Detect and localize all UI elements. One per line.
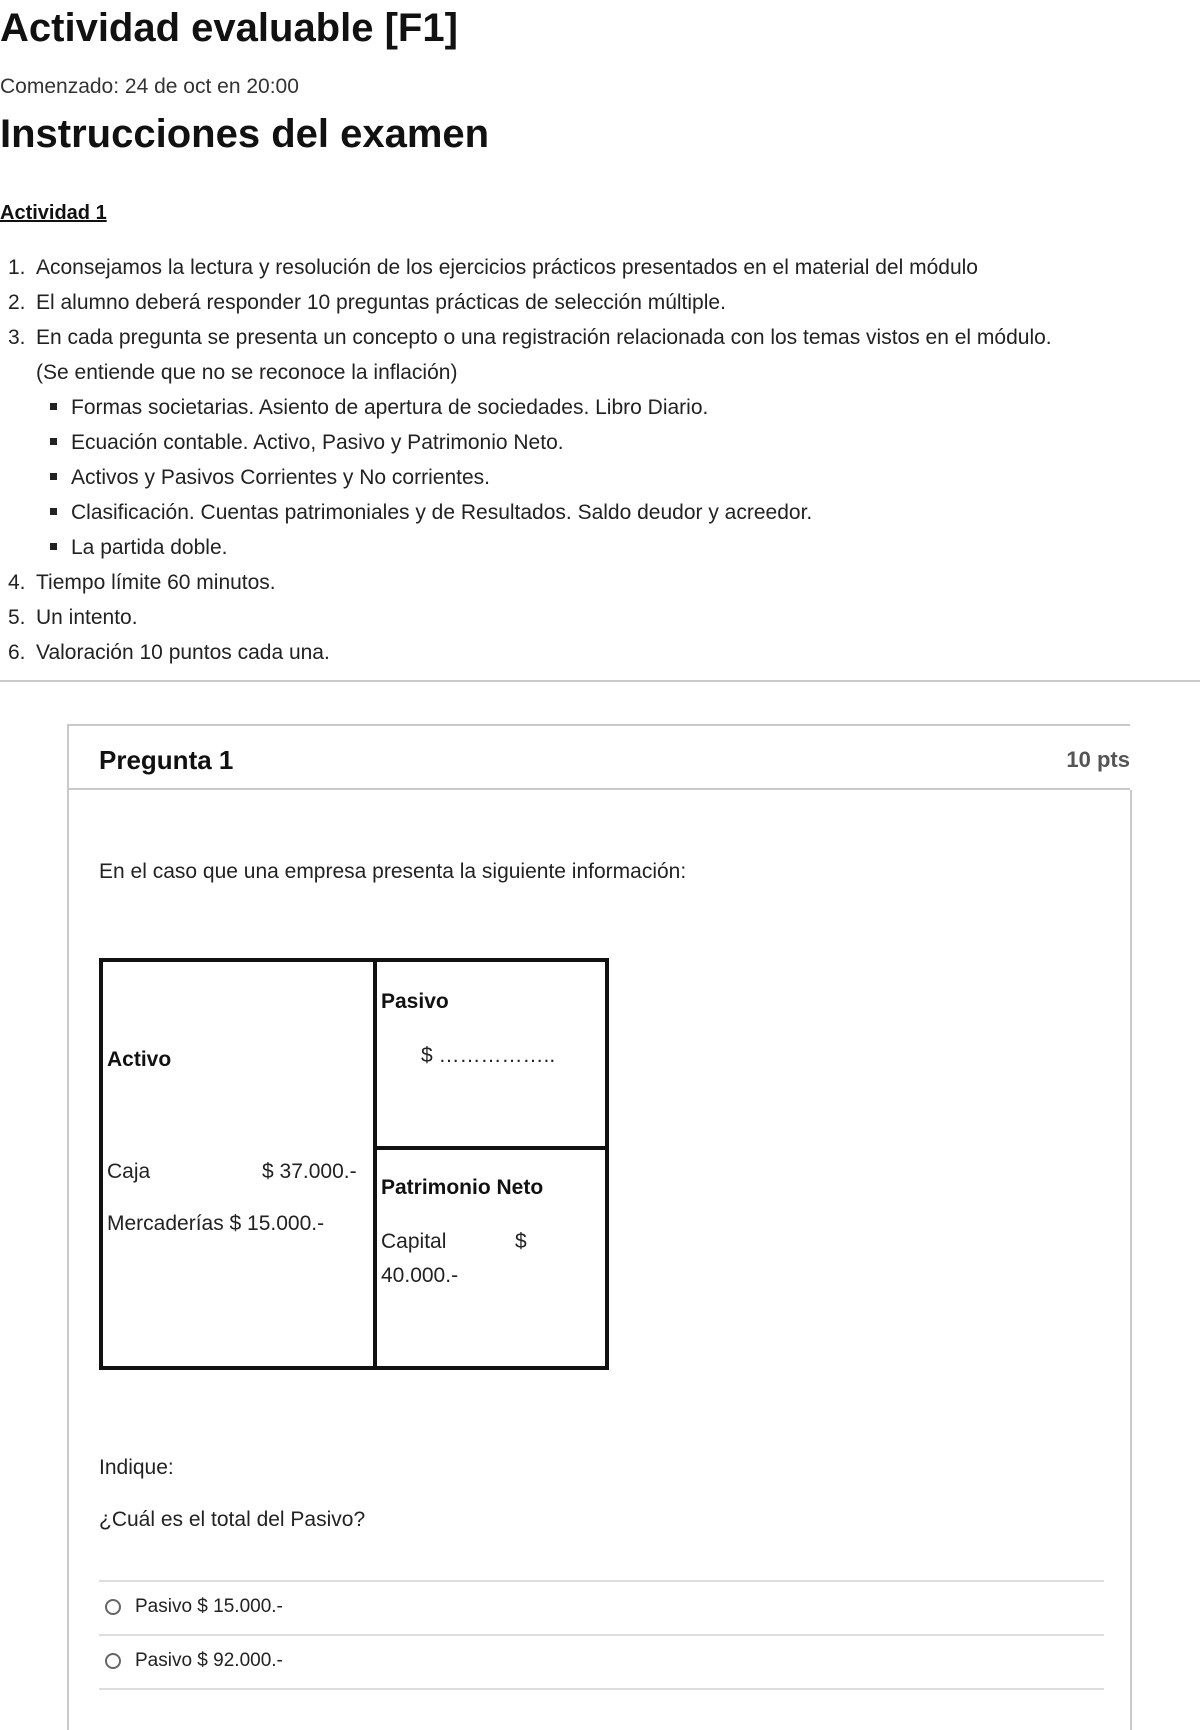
bullet-icon (50, 473, 57, 480)
pasivo-value: $ …………….. (421, 1044, 556, 1067)
page-title: Actividad evaluable [F1] (0, 6, 458, 50)
instruction-number: 2. (8, 291, 26, 314)
activo-column (103, 962, 377, 1366)
topic-text: Clasificación. Cuentas patrimoniales y de Resultados. Saldo deudor y acreedor. (71, 501, 813, 524)
answer-option-1[interactable] (99, 1580, 1104, 1634)
activo-heading: Activo (107, 1048, 172, 1071)
question-points: 10 pts (1066, 747, 1130, 772)
radio-button-icon[interactable] (105, 1599, 121, 1615)
topic-item (8, 530, 1198, 565)
patrimonio-neto-cell (377, 1150, 605, 1366)
instructions-title: Instrucciones del examen (0, 112, 490, 156)
topic-text: Formas societarias. Asiento de apertura de sociedades. Libro Diario. (71, 396, 709, 419)
instruction-text: El alumno deberá responder 10 preguntas prácticas de selección múltiple. (36, 291, 726, 314)
instruction-text: Valoración 10 puntos cada una. (36, 641, 330, 664)
instruction-number: 3. (8, 326, 26, 349)
radio-button-icon[interactable] (105, 1653, 121, 1669)
instruction-text: Aconsejamos la lectura y resolución de los ejercicios prácticos presentados en el material del módulo (36, 256, 978, 279)
instruction-text: En cada pregunta se presenta un concepto o una registración relacionada con los temas vistos en el módulo. (36, 326, 1052, 349)
instruction-number: 6. (8, 641, 26, 664)
pasivo-cell (377, 962, 605, 1150)
topic-text: Activos y Pasivos Corrientes y No corrientes. (71, 466, 490, 489)
capital-value: 40.000.- (381, 1264, 459, 1287)
question-title: Pregunta 1 (99, 745, 234, 775)
activity-label: Actividad 1 (0, 202, 107, 224)
patrimonio-neto-heading: Patrimonio Neto (381, 1176, 544, 1199)
instruction-item-5 (8, 600, 1198, 635)
pasivo-heading: Pasivo (381, 990, 449, 1013)
answer-label[interactable]: Pasivo $ 15.000.- (135, 1596, 283, 1617)
instruction-number: 4. (8, 571, 26, 594)
instruction-item-3-continuation: (Se entiende que no se reconoce la inflación) (36, 361, 458, 384)
question-text: ¿Cuál es el total del Pasivo? (99, 1508, 366, 1531)
mercaderias-row: Mercaderías $ 15.000.- (107, 1212, 325, 1235)
topic-item (8, 460, 1198, 495)
topic-text: Ecuación contable. Activo, Pasivo y Patrimonio Neto. (71, 431, 564, 454)
instruction-item-1 (8, 250, 1198, 285)
question-header (67, 724, 1130, 790)
answer-label[interactable]: Pasivo $ 92.000.- (135, 1650, 283, 1671)
topic-item (8, 425, 1198, 460)
started-timestamp: Comenzado: 24 de oct en 20:00 (0, 75, 299, 98)
answer-option-2[interactable] (99, 1634, 1104, 1688)
question-card (67, 724, 1130, 1724)
answer-list (99, 1580, 1104, 1690)
caja-label: Caja (107, 1160, 151, 1183)
section-divider (0, 680, 1200, 682)
capital-currency: $ (515, 1230, 527, 1253)
capital-label: Capital (381, 1230, 447, 1253)
bullet-icon (50, 508, 57, 515)
instruction-item-3 (8, 320, 1198, 355)
question-body (67, 790, 1132, 1730)
bullet-icon (50, 543, 57, 550)
topic-text: La partida doble. (71, 536, 228, 559)
instruction-text: Un intento. (36, 606, 138, 629)
instruction-number: 5. (8, 606, 26, 629)
bullet-icon (50, 403, 57, 410)
instruction-number: 1. (8, 256, 26, 279)
answer-divider (99, 1688, 1104, 1690)
instruction-item-4 (8, 565, 1198, 600)
caja-value: $ 37.000.- (262, 1160, 357, 1183)
instruction-item-6 (8, 635, 1198, 670)
topic-item (8, 390, 1198, 425)
instruction-item-2 (8, 285, 1198, 320)
question-prompt: Indique: (99, 1456, 174, 1479)
topic-item (8, 495, 1198, 530)
question-intro: En el caso que una empresa presenta la siguiente información: (99, 860, 687, 883)
bullet-icon (50, 438, 57, 445)
instruction-text: Tiempo límite 60 minutos. (36, 571, 276, 594)
instructions-list (8, 250, 1198, 670)
balance-table (99, 958, 609, 1370)
